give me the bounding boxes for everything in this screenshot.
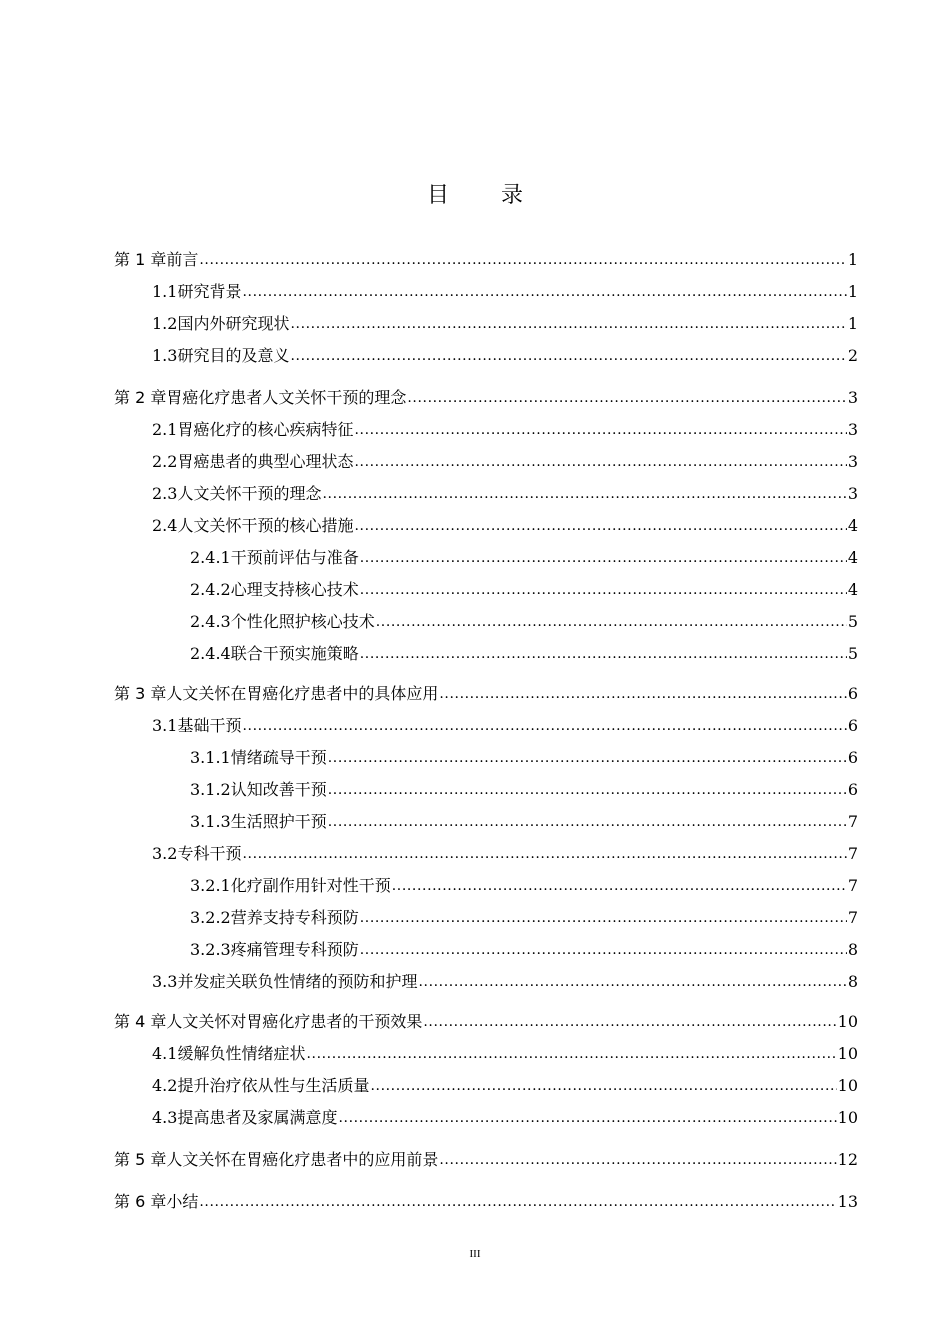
toc-dot-leader [360,938,847,962]
toc-entry-title: 小结 [166,1192,199,1211]
toc-entry-page-number: 4 [847,580,858,599]
toc-dot-leader [199,1190,836,1214]
toc-entry-number: 2.4.3 [190,612,231,631]
toc-dot-leader [354,450,846,474]
toc-entry-page-number: 8 [847,940,858,959]
toc-section-entry[interactable] [152,418,858,442]
toc-dot-leader [439,682,846,706]
toc-entry-number: 2.3 [152,484,178,503]
toc-section-entry[interactable] [152,280,858,304]
toc-entry-title: 前言 [166,250,199,269]
toc-chapter-entry[interactable] [114,248,858,272]
toc-dot-leader [360,578,847,602]
toc-entry-number: 3.2.2 [190,908,231,927]
toc-entry-title: 联合干预实施策略 [230,644,359,663]
toc-entry-number: 2.4.1 [190,548,231,567]
toc-entry-page-number: 10 [837,1044,858,1063]
toc-dot-leader [290,312,846,336]
toc-chapter-entry[interactable] [114,1010,858,1034]
toc-dot-leader [242,280,846,304]
toc-entry-page-number: 10 [837,1076,858,1095]
toc-dot-leader [354,418,846,442]
toc-entry-page-number: 3 [847,484,858,503]
toc-dot-leader [360,642,847,666]
toc-entry-page-number: 3 [847,388,858,407]
toc-dot-leader [418,970,846,994]
toc-entry-title: 并发症关联负性情绪的预防和护理 [177,972,418,991]
toc-entry-title: 缓解负性情绪症状 [177,1044,306,1063]
toc-entry-title: 研究背景 [177,282,242,301]
toc-entry-title: 专科干预 [177,844,242,863]
toc-dot-leader [354,514,846,538]
toc-entry-title: 化疗副作用针对性干预 [230,876,391,895]
toc-entry-page-number: 1 [847,282,858,301]
toc-title-char-2: 录 [501,183,524,208]
toc-entry-number: 1.1 [152,282,178,301]
toc-dot-leader [328,810,847,834]
toc-subsection-entry[interactable] [190,746,858,770]
toc-entry-title: 干预前评估与准备 [230,548,359,567]
toc-dot-leader [328,746,847,770]
toc-entry-number: 3.3 [152,972,178,991]
toc-entry-page-number: 6 [847,716,858,735]
toc-subsection-entry[interactable] [190,778,858,802]
toc-entry-title: 胃癌患者的典型心理状态 [177,452,354,471]
toc-entry-title: 人文关怀在胃癌化疗患者中的应用前景 [166,1150,439,1169]
toc-dot-leader [290,344,846,368]
toc-entry-number: 2.2 [152,452,178,471]
toc-entry-title: 心理支持核心技术 [230,580,359,599]
toc-entry-title: 疼痛管理专科预防 [230,940,359,959]
toc-section-entry[interactable] [152,1106,858,1130]
toc-entry-number: 2.4.2 [190,580,231,599]
toc-entry-number: 4.2 [152,1076,178,1095]
toc-entry-number: 第 3 章 [114,684,167,703]
toc-entry-number: 第 2 章 [114,388,167,407]
toc-entry-title: 人文关怀干预的理念 [177,484,322,503]
toc-entry-number: 2.1 [152,420,178,439]
toc-entry-number: 1.2 [152,314,178,333]
toc-subsection-entry[interactable] [190,578,858,602]
toc-dot-leader [242,842,846,866]
toc-chapter-entry[interactable] [114,682,858,706]
toc-dot-leader [242,714,846,738]
toc-subsection-entry[interactable] [190,642,858,666]
toc-entry-number: 3.1 [152,716,178,735]
toc-entry-number: 3.1.3 [190,812,231,831]
toc-entry-number: 3.2 [152,844,178,863]
toc-entry-title: 提高患者及家属满意度 [177,1108,338,1127]
toc-subsection-entry[interactable] [190,906,858,930]
toc-entry-page-number: 8 [847,972,858,991]
toc-title-char-1: 目 [426,183,449,208]
toc-entry-page-number: 10 [837,1108,858,1127]
toc-section-entry[interactable] [152,450,858,474]
toc-entry-title: 人文关怀对胃癌化疗患者的干预效果 [166,1012,423,1031]
toc-entry-number: 2.4.4 [190,644,231,663]
toc-entry-page-number: 7 [847,876,858,895]
toc-section-entry[interactable] [152,1042,858,1066]
toc-section-entry[interactable] [152,842,858,866]
toc-dot-leader [199,248,846,272]
toc-subsection-entry[interactable] [190,938,858,962]
toc-dot-leader [338,1106,836,1130]
toc-chapter-entry[interactable] [114,1190,858,1214]
toc-entry-page-number: 10 [837,1012,858,1031]
toc-entry-number: 2.4 [152,516,178,535]
toc-entry-number: 4.3 [152,1108,178,1127]
toc-dot-leader [392,874,847,898]
toc-section-entry[interactable] [152,312,858,336]
toc-entry-title: 研究目的及意义 [177,346,290,365]
toc-entry-page-number: 7 [847,844,858,863]
toc-dot-leader [407,386,846,410]
toc-entry-number: 1.3 [152,346,178,365]
toc-entry-number: 第 4 章 [114,1012,167,1031]
toc-entry-number: 3.2.1 [190,876,231,895]
toc-dot-leader [360,906,847,930]
toc-title [0,178,950,209]
toc-dot-leader [439,1148,836,1172]
toc-entry-page-number: 6 [847,748,858,767]
toc-dot-leader [423,1010,836,1034]
toc-section-entry[interactable] [152,344,858,368]
toc-subsection-entry[interactable] [190,810,858,834]
toc-entry-title: 提升治疗依从性与生活质量 [177,1076,370,1095]
toc-subsection-entry[interactable] [190,546,858,570]
toc-entry-number: 第 1 章 [114,250,167,269]
toc-entry-page-number: 5 [847,612,858,631]
toc-entry-title: 人文关怀干预的核心措施 [177,516,354,535]
toc-dot-leader [376,610,847,634]
toc-entry-page-number: 3 [847,452,858,471]
toc-entry-page-number: 2 [847,346,858,365]
toc-section-entry[interactable] [152,482,858,506]
toc-dot-leader [360,546,847,570]
toc-section-entry[interactable] [152,970,858,994]
toc-entry-number: 4.1 [152,1044,178,1063]
toc-entry-page-number: 1 [847,250,858,269]
toc-section-entry[interactable] [152,714,858,738]
toc-section-entry[interactable] [152,514,858,538]
toc-entry-number: 3.2.3 [190,940,231,959]
toc-entry-page-number: 7 [847,812,858,831]
toc-entry-title: 人文关怀在胃癌化疗患者中的具体应用 [166,684,439,703]
toc-subsection-entry[interactable] [190,874,858,898]
toc-entry-page-number: 7 [847,908,858,927]
toc-entry-page-number: 6 [847,780,858,799]
toc-entry-title: 生活照护干预 [230,812,327,831]
toc-entry-title: 基础干预 [177,716,242,735]
toc-entry-number: 第 5 章 [114,1150,167,1169]
toc-entry-page-number: 6 [847,684,858,703]
toc-dot-leader [328,778,847,802]
toc-dot-leader [306,1042,836,1066]
toc-entry-page-number: 3 [847,420,858,439]
toc-entry-page-number: 13 [837,1192,858,1211]
toc-dot-leader [322,482,846,506]
toc-entry-title: 营养支持专科预防 [230,908,359,927]
toc-dot-leader [370,1074,836,1098]
toc-entry-page-number: 1 [847,314,858,333]
toc-entry-title: 国内外研究现状 [177,314,290,333]
toc-entry-page-number: 12 [837,1150,858,1169]
toc-entry-title: 胃癌化疗患者人文关怀干预的理念 [166,388,407,407]
toc-entry-number: 第 6 章 [114,1192,167,1211]
page-footer-number: III [469,1248,481,1260]
toc-chapter-entry[interactable] [114,1148,858,1172]
toc-entry-number: 3.1.1 [190,748,231,767]
toc-entry-title: 个性化照护核心技术 [230,612,375,631]
toc-entry-page-number: 5 [847,644,858,663]
toc-entry-number: 3.1.2 [190,780,231,799]
toc-section-entry[interactable] [152,1074,858,1098]
toc-entry-title: 胃癌化疗的核心疾病特征 [177,420,354,439]
toc-entry-page-number: 4 [847,548,858,567]
toc-entry-title: 情绪疏导干预 [230,748,327,767]
toc-chapter-entry[interactable] [114,386,858,410]
toc-subsection-entry[interactable] [190,610,858,634]
toc-entry-page-number: 4 [847,516,858,535]
toc-entry-title: 认知改善干预 [230,780,327,799]
